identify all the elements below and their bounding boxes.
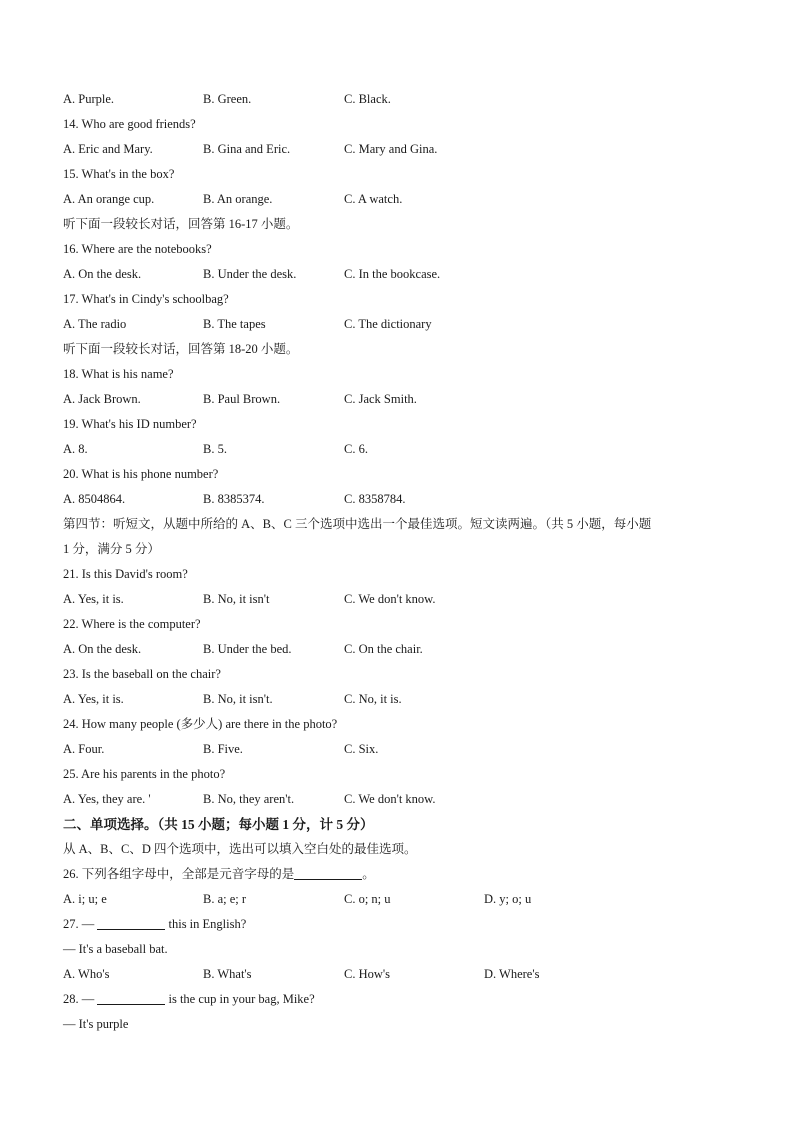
option-a[interactable]: A. i; u; e xyxy=(63,892,107,906)
question-28 xyxy=(63,987,743,1012)
option-b[interactable]: B. No, it isn't. xyxy=(203,692,273,706)
option-c[interactable]: C. 6. xyxy=(344,442,368,456)
option-c[interactable]: C. On the chair. xyxy=(344,642,423,656)
option-a[interactable]: A. Jack Brown. xyxy=(63,392,141,406)
document-page xyxy=(63,87,743,1037)
q13-options xyxy=(63,87,743,112)
option-b[interactable]: B. No, they aren't. xyxy=(203,792,295,806)
question-27-text: this in English? xyxy=(165,917,247,931)
option-a[interactable]: A. An orange cup. xyxy=(63,192,155,206)
question-20: 20. What is his phone number? xyxy=(63,467,219,481)
option-b[interactable]: B. a; e; r xyxy=(203,892,247,906)
question-21: 21. Is this David's room? xyxy=(63,567,188,581)
option-a[interactable]: A. 8. xyxy=(63,442,88,456)
q20-options xyxy=(63,487,743,512)
question-27-prefix: 27. — xyxy=(63,917,98,931)
question-28-text: is the cup in your bag, Mike? xyxy=(165,992,315,1006)
option-b[interactable]: B. Green. xyxy=(203,92,252,106)
question-25: 25. Are his parents in the photo? xyxy=(63,767,226,781)
question-27-answer: — It's a baseball bat. xyxy=(63,942,168,956)
option-a[interactable]: A. Eric and Mary. xyxy=(63,142,153,156)
option-b[interactable]: B. No, it isn't xyxy=(203,592,270,606)
question-23: 23. Is the baseball on the chair? xyxy=(63,667,221,681)
q17-options xyxy=(63,312,743,337)
q19-options xyxy=(63,437,743,462)
question-14: 14. Who are good friends? xyxy=(63,117,196,131)
section-4-heading-line1: 第四节：听短文，从题中所给的 A、B、C 三个选项中选出一个最佳选项。短文读两遍。（共 5 小题，每小题 xyxy=(63,517,652,531)
dialogue-instruction-18-20: 听下面一段较长对话，回答第 18-20 小题。 xyxy=(63,342,299,356)
question-19: 19. What's his ID number? xyxy=(63,417,197,431)
answer-blank[interactable] xyxy=(294,865,362,880)
option-c[interactable]: C. No, it is. xyxy=(344,692,402,706)
question-24: 24. How many people (多少人) are there in the photo? xyxy=(63,717,338,731)
question-26-text: 26. 下列各组字母中，全部是元音字母的是 xyxy=(63,867,295,881)
option-b[interactable]: B. Paul Brown. xyxy=(203,392,281,406)
option-b[interactable]: B. An orange. xyxy=(203,192,273,206)
option-d[interactable]: D. Where's xyxy=(484,967,540,981)
option-a[interactable]: A. Yes, it is. xyxy=(63,692,124,706)
option-b[interactable]: B. Under the desk. xyxy=(203,267,297,281)
option-c[interactable]: C. A watch. xyxy=(344,192,403,206)
option-c[interactable]: C. Black. xyxy=(344,92,391,106)
section-4-heading-line2: 1 分，满分 5 分） xyxy=(63,542,160,556)
option-a[interactable]: A. On the desk. xyxy=(63,642,142,656)
option-a[interactable]: A. Who's xyxy=(63,967,110,981)
answer-blank[interactable] xyxy=(97,990,165,1005)
question-18: 18. What is his name? xyxy=(63,367,174,381)
q21-options xyxy=(63,587,743,612)
question-28-answer: — It's purple xyxy=(63,1017,129,1031)
option-c[interactable]: C. In the bookcase. xyxy=(344,267,441,281)
q14-options xyxy=(63,137,743,162)
option-b[interactable]: B. Under the bed. xyxy=(203,642,292,656)
option-c[interactable]: C. Jack Smith. xyxy=(344,392,417,406)
question-28-prefix: 28. — xyxy=(63,992,98,1006)
option-c[interactable]: C. We don't know. xyxy=(344,792,436,806)
q26-options xyxy=(63,887,743,912)
answer-blank[interactable] xyxy=(97,915,165,930)
option-c[interactable]: C. We don't know. xyxy=(344,592,436,606)
q27-options xyxy=(63,962,743,987)
option-a[interactable]: A. Yes, it is. xyxy=(63,592,124,606)
option-a[interactable]: A. On the desk. xyxy=(63,267,142,281)
section-2-title: 二、单项选择。（共 15 小题；每小题 1 分，计 5 分） xyxy=(63,817,374,832)
q23-options xyxy=(63,687,743,712)
option-b[interactable]: B. The tapes xyxy=(203,317,266,331)
option-c[interactable]: C. Six. xyxy=(344,742,379,756)
option-c[interactable]: C. o; n; u xyxy=(344,892,391,906)
option-c[interactable]: C. Mary and Gina. xyxy=(344,142,438,156)
q24-options xyxy=(63,737,743,762)
option-b[interactable]: B. Five. xyxy=(203,742,243,756)
option-a[interactable]: A. Yes, they are. ' xyxy=(63,792,151,806)
question-15: 15. What's in the box? xyxy=(63,167,175,181)
dialogue-instruction-16-17: 听下面一段较长对话，回答第 16-17 小题。 xyxy=(63,217,299,231)
option-b[interactable]: B. Gina and Eric. xyxy=(203,142,291,156)
question-26 xyxy=(63,862,743,887)
option-a[interactable]: A. Four. xyxy=(63,742,105,756)
question-22: 22. Where is the computer? xyxy=(63,617,201,631)
question-16: 16. Where are the notebooks? xyxy=(63,242,212,256)
q22-options xyxy=(63,637,743,662)
q16-options xyxy=(63,262,743,287)
option-b[interactable]: B. What's xyxy=(203,967,252,981)
question-17: 17. What's in Cindy's schoolbag? xyxy=(63,292,229,306)
option-b[interactable]: B. 5. xyxy=(203,442,227,456)
option-b[interactable]: B. 8385374. xyxy=(203,492,265,506)
q18-options xyxy=(63,387,743,412)
option-c[interactable]: C. 8358784. xyxy=(344,492,406,506)
option-c[interactable]: C. How's xyxy=(344,967,391,981)
option-d[interactable]: D. y; o; u xyxy=(484,892,532,906)
section-2-instruction: 从 A、B、C、D 四个选项中，选出可以填入空白处的最佳选项。 xyxy=(63,842,417,856)
q25-options xyxy=(63,787,743,812)
option-c[interactable]: C. The dictionary xyxy=(344,317,432,331)
option-a[interactable]: A. 8504864. xyxy=(63,492,126,506)
q15-options xyxy=(63,187,743,212)
option-a[interactable]: A. The radio xyxy=(63,317,127,331)
question-27 xyxy=(63,912,743,937)
option-a[interactable]: A. Purple. xyxy=(63,92,115,106)
question-26-end: 。 xyxy=(362,867,375,881)
